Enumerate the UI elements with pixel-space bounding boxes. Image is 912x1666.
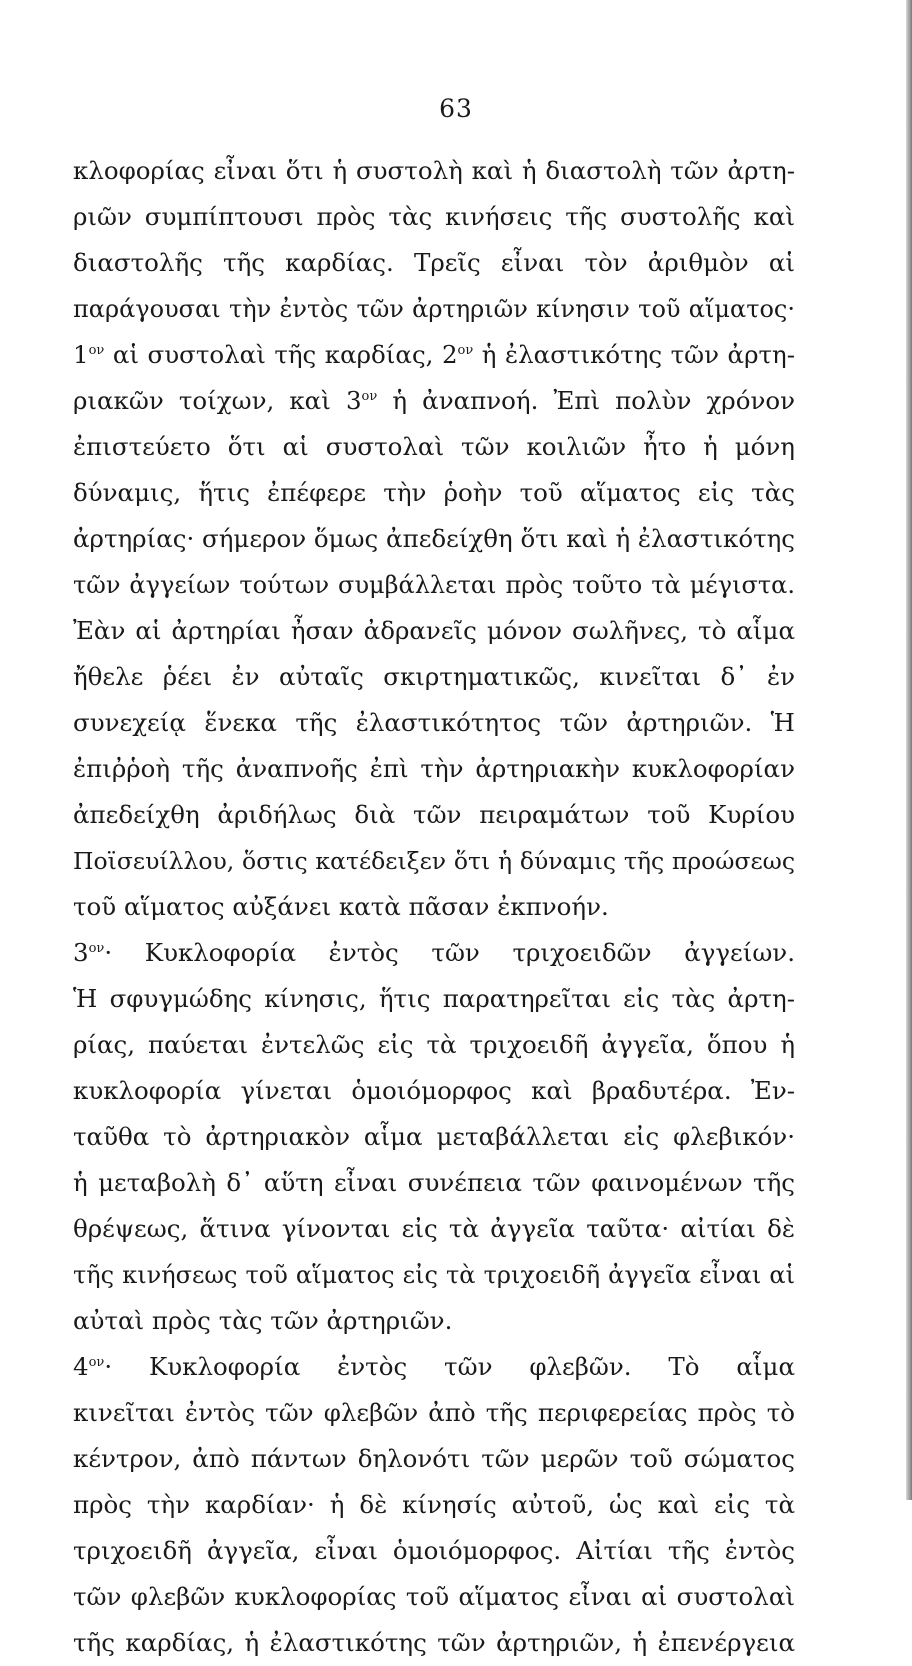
text-line: ριῶν συμπίπτουσι πρὸς τὰς κινήσεις τῆς συστολῆς καὶ (73, 202, 795, 231)
text-line: ἡ μεταβολὴ δ᾽ αὕτη εἶναι συνέπεια τῶν φαινομένων τῆς (73, 1168, 795, 1197)
text-line: $3^{o\nu}\cdot K\upsilon\kappa\lambda o\varphi o\rho ί\alpha$ ἐντὸς τῶν τριχοειδῶν ἀγγείων. (73, 938, 795, 967)
text-line: πρὸς τὴν καρδίαν· ἡ δὲ κίνησίς αὐτοῦ, ὡς καὶ εἰς τὰ (73, 1490, 795, 1519)
text-line: $4^{o\nu}\cdot K\upsilon\kappa\lambda o\varphi o\rho ί\alpha$ ἐντὸς τῶν φλεβῶν. Τὸ αἷμα (73, 1352, 795, 1381)
text-line: κέντρον, ἀπὸ πάντων δηλονότι τῶν μερῶν τοῦ σώματος (73, 1444, 795, 1473)
text-line: παράγουσαι τὴν ἐντὸς τῶν ἀρτηριῶν κίνησιν τοῦ αἵματος· (73, 295, 795, 323)
text-line: ἀπεδείχθη ἀριδήλως διὰ τῶν πειραμάτων τοῦ Κυρίου (73, 800, 795, 829)
text-line: τῶν ἀγγείων τούτων συμβάλλεται πρὸς τοῦτο τὰ μέγιστα. (73, 571, 795, 599)
body-text (73, 148, 795, 1666)
text-line: ἤθελε ῥέει ἐν αὐταῖς σκιρτηματικῶς, κινεῖται δ᾽ ἐν (73, 662, 795, 691)
ordinal-suffix: ον (361, 389, 378, 404)
ordinal-suffix: ον (88, 1355, 105, 1370)
text-line: συνεχείᾳ ἕνεκα τῆς ἐλαστικότητος τῶν ἀρτηριῶν. Ἡ (73, 708, 795, 737)
text-line: τῆς καρδίας, ἡ ἐλαστικότης τῶν ἀρτηριῶν, ἡ ἐπενέργεια (73, 1628, 795, 1657)
page-number: 63 (439, 94, 473, 123)
text-line: κλοφορίας εἶναι ὅτι ἡ συστολὴ καὶ ἡ διαστολὴ τῶν ἀρτη- (73, 156, 795, 185)
page-edge-shadow (906, 0, 912, 1500)
text-line: ριακῶν τοίχων, καὶ $3^{o\nu}$ ἡ ἀναπνοή. Ἐπὶ πολὺν χρόνον (73, 386, 795, 415)
text-line: ρίας, παύεται ἐντελῶς εἰς τὰ τριχοειδῆ ἀγγεῖα, ὅπου ἡ (73, 1030, 795, 1059)
text-line: κυκλοφορία γίνεται ὁμοιόμορφος καὶ βραδυτέρα. Ἐν- (73, 1076, 795, 1105)
text-line: τριχοειδῆ ἀγγεῖα, εἶναι ὁμοιόμορφος. Αἰτίαι τῆς ἐντὸς (73, 1536, 795, 1565)
text-line: ἐπιῤῥοὴ τῆς ἀναπνοῆς ἐπὶ τὴν ἀρτηριακὴν κυκλοφορίαν (73, 754, 795, 783)
text-line: κινεῖται ἐντὸς τῶν φλεβῶν ἀπὸ τῆς περιφερείας πρὸς τὸ (73, 1398, 795, 1427)
text-line: τοῦ αἵματος αὐξάνει κατὰ πᾶσαν ἐκπνοήν. (73, 892, 609, 921)
text-line: θρέψεως, ἅτινα γίνονται εἰς τὰ ἀγγεῖα ταῦτα· αἰτίαι δὲ (73, 1214, 795, 1243)
text-line: ἀρτηρίας· σήμερον ὅμως ἀπεδείχθη ὅτι καὶ ἡ ἐλαστικότης (73, 524, 796, 553)
text-line: Ἡ σφυγμώδης κίνησις, ἥτις παρατηρεῖται εἰς τὰς ἀρτη- (73, 984, 795, 1013)
text-line: τῆς κινήσεως τοῦ αἵματος εἰς τὰ τριχοειδῆ ἀγγεῖα εἶναι αἱ (73, 1261, 795, 1289)
text-line: ἐπιστεύετο ὅτι αἱ συστολαὶ τῶν κοιλιῶν ἦτο ἡ μόνη (73, 432, 795, 461)
text-line: δύναμις, ἥτις ἐπέφερε τὴν ῥοὴν τοῦ αἵματος εἰς τὰς (73, 478, 795, 507)
text-line: ταῦθα τὸ ἀρτηριακὸν αἷμα μεταβάλλεται εἰς φλεβικόν· (73, 1122, 795, 1151)
ordinal-suffix: ον (88, 941, 105, 956)
ordinal-suffix: ον (457, 343, 474, 358)
text-line: διαστολῆς τῆς καρδίας. Τρεῖς εἶναι τὸν ἀριθμὸν αἱ (73, 248, 795, 277)
text-line: $1^{o\nu}$ αἱ συστολαὶ τῆς καρδίας, $2^{o\nu}$ ἡ ἐλαστικότης τῶν ἀρτη- (73, 340, 795, 369)
text-line: τῶν φλεβῶν κυκλοφορίας τοῦ αἵματος εἶναι αἱ συστολαὶ (73, 1582, 795, 1611)
text-line: Ποϊσευίλλου, ὅστις κατέδειξεν ὅτι ἡ δύναμις τῆς προώσεως (73, 847, 795, 875)
ordinal-suffix: ον (88, 343, 105, 358)
text-line: Ἐὰν αἱ ἀρτηρίαι ἦσαν ἀδρανεῖς μόνον σωλῆνες, τὸ αἷμα (73, 616, 795, 645)
text-line: αὐταὶ πρὸς τὰς τῶν ἀρτηριῶν. (73, 1306, 453, 1335)
